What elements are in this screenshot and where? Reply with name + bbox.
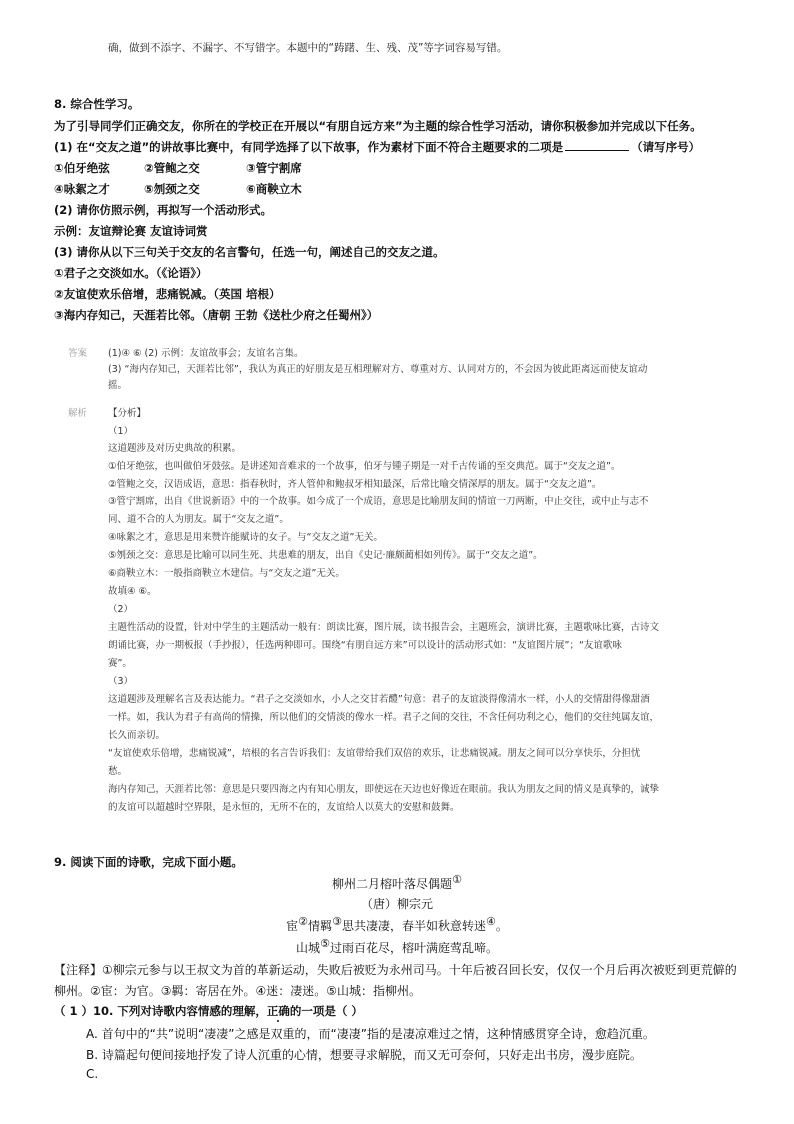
option-3: ③管宁割席	[246, 161, 302, 175]
q8-quote2: ②友谊使欢乐倍增，悲痛锐减。（英国 培根）	[54, 287, 281, 301]
poem-text: 过雨百花尽，榕叶满庭莺乱啼。	[329, 941, 498, 955]
q8-part1-hint: （请写序号）	[631, 140, 701, 154]
analysis-line: ④咏絮之才，意思是用来赞许能赋诗的女子。与“交友之道”无关。	[108, 532, 383, 543]
poem-note-line-1: 【注释】①柳宗元参与以王叔文为首的革新运动，失败后被贬为永州司马。十年后被召回长安，仅仅一个月后再次被贬到更荒僻的	[54, 963, 737, 977]
option-2: ②管鲍之交	[144, 161, 200, 175]
poem-line-2	[0, 937, 794, 956]
previous-analysis-tail: 确，做到不添字、不漏字、不写错字。本题中的“踌躇、生、残、茂”等字词容易写错。	[108, 42, 508, 54]
poem-text: 思共凄凄，春半如秋意转迷	[341, 919, 486, 933]
poem-text: 情羁	[308, 919, 333, 933]
q8-intro: 为了引导同学们正确交友，你所在的学校正在开展以“有朋自远方来”为主题的综合性学习活动，请你积极参加并完成以下任务。	[54, 119, 702, 133]
analysis-line: 一样。如，我认为君子有高尚的情操，所以他们的交情淡的像水一样。君子之间的交往，不含任何功利之心，他们的交往纯属友谊，	[108, 712, 660, 723]
analysis-line: ①伯牙绝弦，也叫做伯牙鼓弦。是讲述知音难求的一个故事，伯牙与锺子期是一对千古传诵的至交典范。属于“交友之道”。	[108, 461, 621, 472]
analysis-line: 的友谊可以超越时空界限，是永恒的，无所不在的，友谊给人以莫大的安慰和鼓舞。	[108, 802, 460, 813]
choice-a[interactable]: A. 首句中的“共”说明“凄凄”之感是双重的，而“凄凄”指的是凄凉难过之情，这种情感贯穿全诗，愈趋沉重。	[86, 1027, 655, 1041]
option-4: ④咏絮之才	[54, 182, 110, 196]
choice-c[interactable]: C.	[86, 1067, 99, 1081]
analysis-line: 主题性活动的设置，针对中学生的主题活动一般有：朗读比赛，图片展，读书报告会，主题班会，演讲比赛，主题歌咏比赛，古诗文	[108, 622, 660, 633]
answer-line-2: (3) “海内存知己，天涯若比邻”，我认为真正的好朋友是互相理解对方、尊重对方、认同对方的，不会因为彼此距离远而使友谊动	[108, 364, 648, 375]
analysis-line: 这道题涉及对历史典故的积累。	[108, 443, 242, 454]
analysis-line: 海内存知己，天涯若比邻：意思是只要四海之内有知心朋友，即使远在天边也好像近在眼前。我认为朋友之间的情义是真挚的，诚挚	[108, 784, 660, 795]
q8-heading: 8. 综合性学习。	[54, 97, 140, 111]
poem-text: 。	[495, 919, 508, 933]
footnote-mark: ⑤	[320, 937, 330, 950]
analysis-line: “友谊使欢乐倍增，悲痛锐减”，培根的名言告诉我们：友谊带给我们双倍的欢乐，让悲痛锐减。朋友之间可以分享快乐，分担忧	[108, 748, 641, 759]
analysis-line: ⑤刎颈之交：意思是比喻可以同生死、共患难的朋友，出自《史记·廉颇蔺相如列传》。属于“交友之道”。	[108, 550, 543, 561]
answer-label: 答案	[68, 348, 88, 359]
q8-example: 示例：友谊辩论赛 友谊诗词赏	[54, 224, 208, 238]
analysis-line: 【分析】	[108, 408, 147, 419]
q9-heading: 9. 阅读下面的诗歌，完成下面小题。	[54, 855, 243, 869]
q10-stem-tail: 的一项是（ ）	[289, 1004, 363, 1018]
option-6: ⑥商鞅立木	[246, 182, 302, 196]
q8-quote1: ①君子之交淡如水。（《论语》）	[54, 266, 208, 280]
poem-title	[0, 873, 794, 892]
q10-stem-text: （ 1 ）10. 下列对诗歌内容情感的理解，	[54, 1004, 267, 1018]
poem-author: （唐）柳宗元	[360, 897, 433, 911]
q8-options-row2	[54, 181, 302, 197]
analysis-line: ③管宁割席，出自《世说新语》中的一个故事。如今成了一个成语，意思是比喻朋友间的情谊一刀两断，中止交往，或中止与志不	[108, 496, 649, 507]
q8-options-row1	[54, 160, 302, 176]
answer-line-3: 摇。	[108, 380, 128, 391]
analysis-line: 愁。	[108, 766, 128, 777]
answer-line-1: (1)④ ⑥ (2) 示例：友谊故事会；友谊名言集。	[108, 348, 304, 359]
choice-b[interactable]: B. 诗篇起句便间接地抒发了诗人沉重的心情，想要寻求解脱，而又无可奈何，只好走出书房，漫步庭院。	[86, 1048, 642, 1062]
poem-title-text: 柳州二月榕叶落尽偶题	[332, 877, 453, 891]
analysis-line: 长久而亲切。	[108, 730, 166, 741]
answer-blank[interactable]	[565, 139, 629, 151]
option-1: ①伯牙绝弦	[54, 161, 110, 175]
option-5: ⑤刎颈之交	[144, 182, 200, 196]
q10-emphasis: 正确	[266, 1004, 290, 1018]
q8-part2: (2) 请你仿照示例，再拟写一个活动形式。	[54, 203, 273, 217]
q8-part3: (3) 请你从以下三句关于交友的名言警句，任选一句，阐述自己的交友之道。	[54, 245, 445, 259]
footnote-mark: ④	[485, 915, 496, 928]
poem-note-line-2: 柳州。②宦：为官。③羁：寄居在外。④迷：凄迷。⑤山城：指柳州。	[54, 984, 422, 998]
poem-text: 山城	[296, 941, 321, 955]
q8-quote3: ③海内存知己，天涯若比邻。（唐朝 王勃《送杜少府之任蜀州》）	[54, 308, 379, 322]
analysis-line: ②管鲍之交，汉语成语，意思：指春秋时，齐人管仲和鲍叔牙相知最深，后常比喻交情深厚的朋友。属于“交友之道”。	[108, 479, 602, 490]
analysis-label: 解析	[68, 408, 88, 419]
q8-part1	[54, 139, 700, 155]
q8-part1-text: (1) 在“交友之道”的讲故事比赛中，有同学选择了以下故事，作为素材下面不符合主题要求的二项是	[54, 140, 564, 154]
footnote-mark: ③	[332, 915, 342, 928]
footnote-mark: ①	[452, 873, 462, 886]
poem-line-1	[0, 915, 794, 934]
analysis-line: ⑥商鞅立木：一般指商鞅立木建信。与“交友之道”无关。	[108, 568, 345, 579]
analysis-line: （3）	[108, 676, 134, 687]
analysis-line: 朗诵比赛，办一期板报（手抄报），任选两种即可。围绕“有朋自远方来”可以设计的活动形式如：“友谊图片展”；“友谊歌咏	[108, 640, 622, 651]
analysis-line: 赛”。	[108, 658, 132, 669]
q10-stem	[54, 1003, 363, 1019]
analysis-line: （1）	[108, 426, 134, 437]
analysis-line: 故填④ ⑥。	[108, 586, 157, 597]
poem-text: 宦	[286, 919, 299, 933]
analysis-line: 这道题涉及理解名言及表达能力。“君子之交淡如水，小人之交甘若醴”句意：君子的友谊淡得像清水一样，小人的交情甜得像甜酒	[108, 694, 650, 705]
analysis-line: 同、道不合的人为朋友。属于“交友之道”。	[108, 514, 289, 525]
footnote-mark: ②	[298, 915, 309, 928]
analysis-line: （2）	[108, 604, 134, 615]
